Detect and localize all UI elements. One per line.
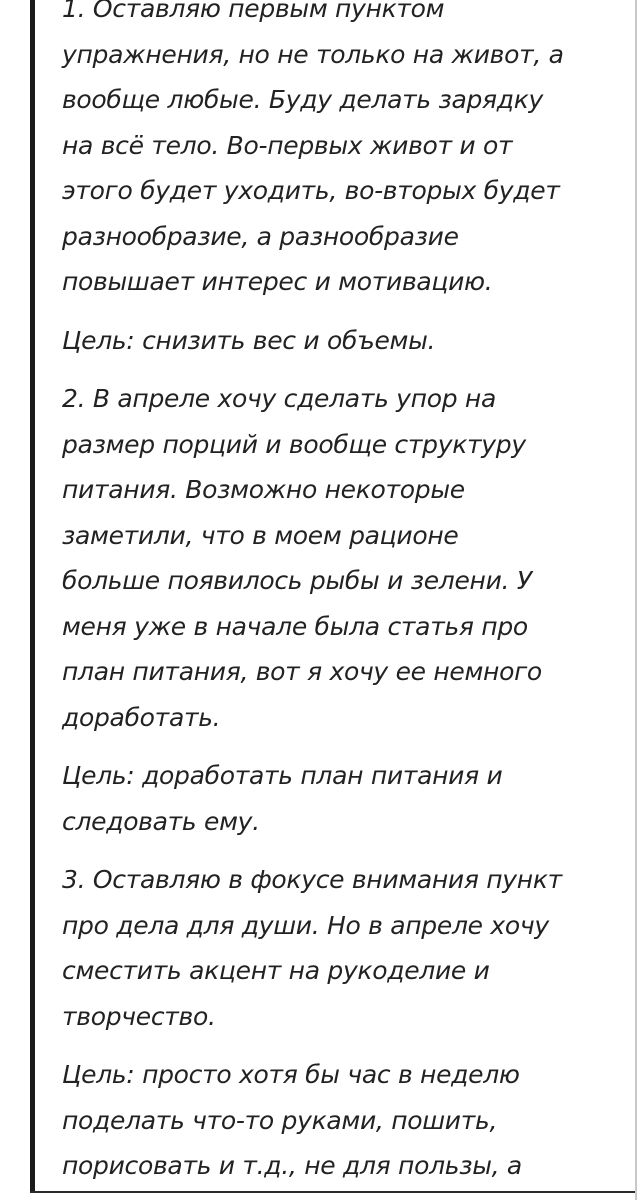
text-line: больше появилось рыбы и зелени. У [62,566,532,595]
text-line: на всё тело. Во-первых живот и от [62,130,513,160]
text-line: повышает интерес и мотивацию. [62,267,493,296]
paragraph-gap [62,363,602,376]
text-line: разнообразие, а разнообразие [62,221,459,251]
text-line: размер порций и вообще структуру [62,429,526,459]
text-line: Цель: просто хотя бы час в неделю [62,1060,520,1089]
paragraph-gap [62,844,602,857]
text-line: творчество. [62,1001,216,1031]
text-line: сместить акцент на рукоделие и [62,956,490,985]
goal-paragraph-2 [62,753,602,844]
blockquote [62,0,602,1189]
text-line: Цель: доработать план питания и [62,761,503,790]
paragraph-gap [62,305,602,318]
paragraph-item-2 [62,376,602,740]
text-line: заметили, что в моем рационе [62,520,459,550]
text-line: упражнения, но не только на живот, а [62,39,564,69]
text-line: про дела для души. Но в апреле хочу [62,910,549,940]
text-line: поделать что-то руками, пошить, [62,1105,498,1135]
text-line: меня уже в начале была статья про [62,611,528,641]
paragraph-gap [62,740,602,753]
text-line: 2. В апреле хочу сделать упор на [62,384,496,413]
text-line: Цель: снизить вес и объемы. [62,325,436,355]
text-line: питания. Возможно некоторые [62,475,465,504]
text-line: порисовать и т.д., не для пользы, а [62,1151,522,1180]
text-line: план питания, вот я хочу ее немного [62,657,542,686]
text-line: вообще любые. Буду делать зарядку [62,85,544,114]
goal-paragraph-1 [62,318,602,364]
text-line: 1. Оставляю первым пунктом [62,0,445,23]
text-line: 3. Оставляю в фокусе внимания пункт [62,865,562,894]
paragraph-gap [62,1039,602,1052]
paragraph-item-3 [62,857,602,1039]
blockquote-border [30,0,35,1193]
bottom-divider [30,1191,637,1193]
text-line: этого будет уходить, во-вторых будет [62,176,560,205]
paragraph-item-1 [62,0,602,305]
text-line: доработать. [62,702,221,732]
goal-paragraph-3 [62,1052,602,1189]
text-line: следовать ему. [62,806,260,836]
